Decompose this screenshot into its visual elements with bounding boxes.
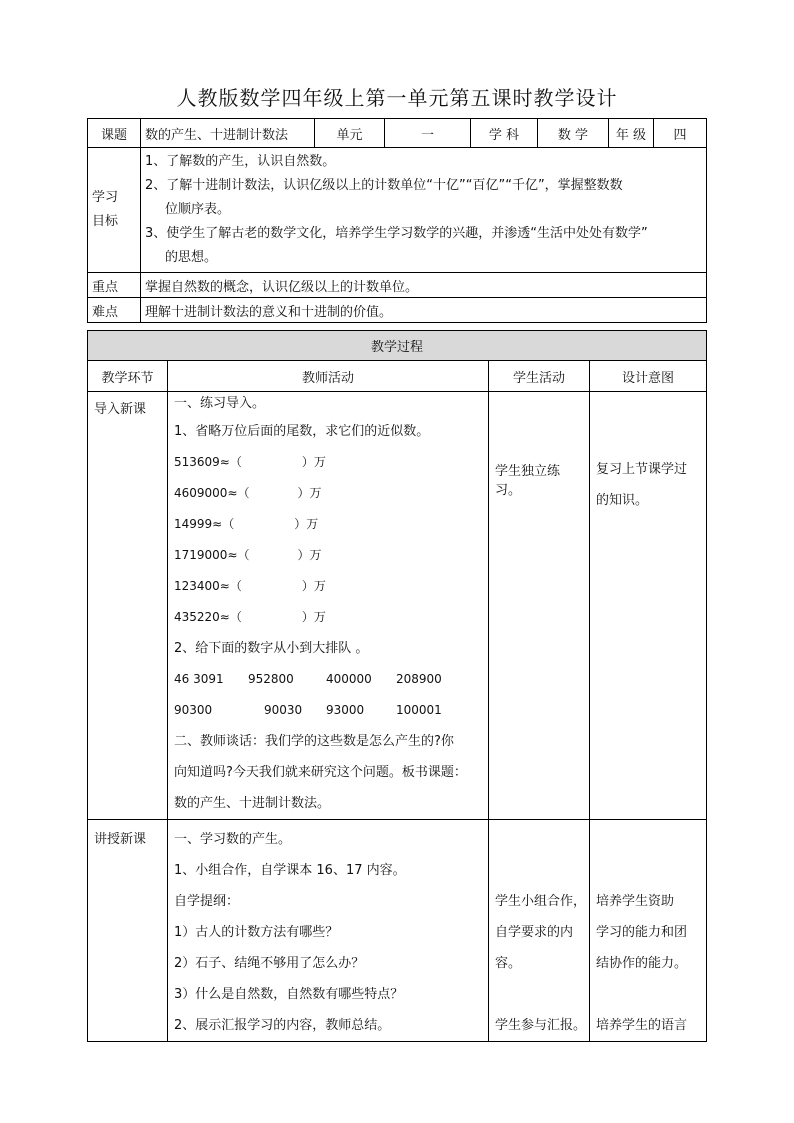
numbers-row: 90300 90030 93000 100001 bbox=[174, 703, 442, 717]
header-intent: 设计意图 bbox=[590, 361, 707, 392]
intro-intent: 复习上节课学过 的知识。 bbox=[590, 392, 707, 820]
text-line: 1、省略万位后面的尾数，求它们的近似数。 bbox=[174, 424, 430, 439]
subject-label: 学 科 bbox=[471, 119, 538, 148]
new-student-activity: 学生小组合作， 自学要求的内 容。 学生参与汇报。 bbox=[489, 820, 590, 1042]
text-line: 一、练习导入。 bbox=[174, 396, 266, 411]
process-table bbox=[87, 330, 707, 1042]
new-intent: 培养学生资助 学习的能力和团 结协作的能力。 培养学生的语言 bbox=[590, 820, 707, 1042]
text-line: 1）古人的计数方法有哪些？ bbox=[174, 925, 339, 940]
text-line: 二、教师谈话：我们学的这些数是怎么产生的?你 bbox=[174, 734, 454, 749]
text-line: 3）什么是自然数，自然数有哪些特点？ bbox=[174, 987, 404, 1002]
key-point-value: 掌握自然数的概念，认识亿级以上的计数单位。 bbox=[141, 273, 707, 298]
text-line: 自学提纲： bbox=[174, 894, 240, 909]
text-line: 1、小组合作，自学课本 16、17 内容。 bbox=[174, 863, 406, 878]
goal-line: 2、了解十进制计数法，认识亿级以上的计数单位“十亿”“百亿”“千亿”，掌握整数数 bbox=[145, 178, 623, 193]
text-line: 123400≈（ ）万 bbox=[174, 579, 326, 593]
text-line: 1719000≈（ ）万 bbox=[174, 548, 322, 562]
goal-line: 3、使学生了解古老的数学文化，培养学生学习数学的兴趣，并渗透“生活中处处有数学” bbox=[145, 226, 648, 241]
goal-line: 的思想。 bbox=[165, 250, 218, 265]
unit-value: 一 bbox=[385, 119, 471, 148]
text-line: 513609≈（ ）万 bbox=[174, 455, 326, 469]
goal-line: 位顺序表。 bbox=[165, 202, 231, 217]
text-line: 4609000≈（ ）万 bbox=[174, 486, 322, 500]
new-teacher-activity bbox=[168, 820, 489, 1042]
text-line: 2）石子、结绳不够用了怎么办？ bbox=[174, 956, 365, 971]
goals-content bbox=[141, 148, 707, 273]
text-line: 向知道吗?今天我们就来研究这个问题。板书课题： bbox=[174, 765, 467, 780]
intro-student-activity: 学生独立练习。 bbox=[489, 392, 590, 820]
text-line: 2、给下面的数字从小到大排队 。 bbox=[174, 641, 369, 656]
text-line: 14999≈（ ）万 bbox=[174, 517, 319, 531]
numbers-row: 46 3091 952800 400000 208900 bbox=[174, 672, 442, 686]
text-line: 435220≈（ ）万 bbox=[174, 610, 326, 624]
header-stage: 教学环节 bbox=[88, 361, 168, 392]
text-line: 数的产生、十进制计数法。 bbox=[174, 796, 331, 811]
stage-new: 讲授新课 bbox=[88, 820, 168, 1042]
unit-label: 单元 bbox=[315, 119, 385, 148]
key-point-label: 重点 bbox=[88, 273, 141, 298]
stage-intro: 导入新课 bbox=[88, 392, 168, 820]
topic-label: 课题 bbox=[88, 119, 141, 148]
goal-line: 1、了解数的产生，认识自然数。 bbox=[145, 154, 336, 169]
info-table bbox=[87, 118, 707, 323]
header-student: 学生活动 bbox=[489, 361, 590, 392]
goals-label: 学习目标 bbox=[88, 148, 141, 273]
grade-value: 四 bbox=[654, 119, 707, 148]
difficulty-label: 难点 bbox=[88, 298, 141, 323]
page-title: 人教版数学四年级上第一单元第五课时教学设计 bbox=[176, 86, 618, 110]
process-heading: 教学过程 bbox=[88, 331, 707, 361]
grade-label: 年 级 bbox=[609, 119, 654, 148]
topic-value: 数的产生、十进制计数法 bbox=[141, 119, 315, 148]
difficulty-value: 理解十进制计数法的意义和十进制的价值。 bbox=[141, 298, 707, 323]
text-line: 一、学习数的产生。 bbox=[174, 832, 292, 847]
subject-value: 数 学 bbox=[538, 119, 609, 148]
intro-teacher-activity bbox=[168, 392, 489, 820]
text-line: 2、展示汇报学习的内容，教师总结。 bbox=[174, 1018, 391, 1033]
header-teacher: 教师活动 bbox=[168, 361, 489, 392]
